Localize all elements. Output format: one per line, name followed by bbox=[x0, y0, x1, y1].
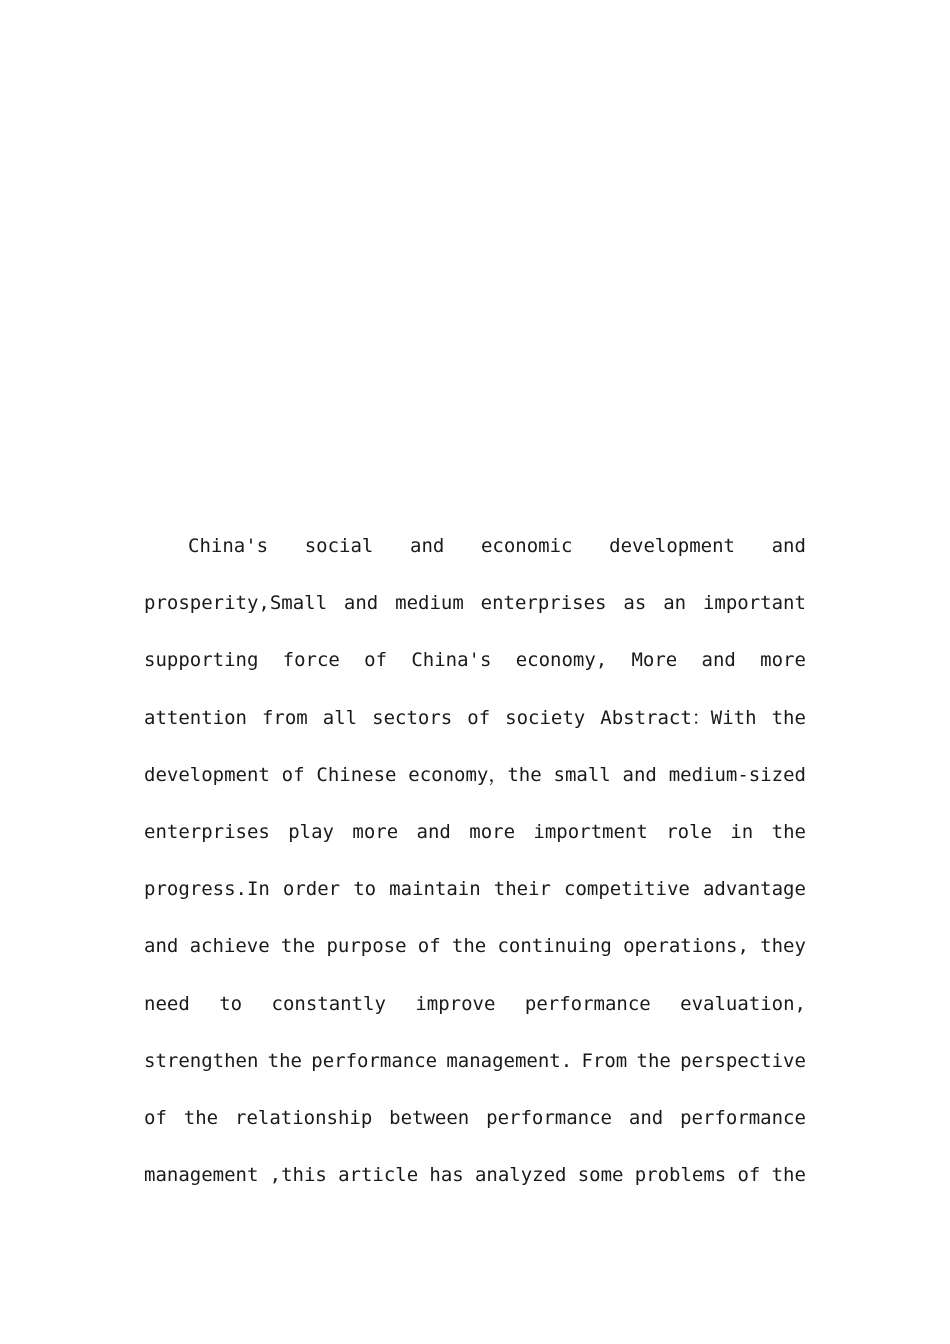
word: of bbox=[281, 763, 305, 786]
word: medium bbox=[395, 592, 464, 615]
word: some bbox=[577, 1164, 624, 1187]
word: enterprises bbox=[144, 820, 270, 843]
word: China's bbox=[188, 535, 269, 557]
abstract-paragraph bbox=[144, 518, 806, 1204]
paragraph-line bbox=[144, 804, 806, 861]
word: evaluation, bbox=[680, 992, 806, 1015]
word: the bbox=[183, 1106, 219, 1129]
word: achieve bbox=[189, 935, 270, 958]
word: the bbox=[771, 706, 806, 729]
word: management. bbox=[446, 1049, 573, 1072]
paragraph-line bbox=[144, 747, 806, 804]
word: management bbox=[144, 1164, 259, 1187]
word: their bbox=[493, 878, 551, 901]
word: Abstract：With bbox=[600, 706, 757, 729]
word: supporting bbox=[144, 649, 259, 672]
word: and bbox=[771, 535, 806, 557]
word: they bbox=[760, 935, 806, 958]
paragraph-line bbox=[144, 575, 806, 632]
word: important bbox=[702, 592, 806, 615]
word: economic bbox=[480, 535, 573, 557]
word: has bbox=[429, 1164, 464, 1187]
word: importment bbox=[533, 820, 648, 843]
paragraph-line bbox=[144, 918, 806, 975]
word: the bbox=[280, 935, 316, 958]
word: and bbox=[410, 535, 445, 557]
word: more bbox=[760, 649, 806, 672]
word: and bbox=[343, 592, 379, 615]
word: strengthen bbox=[144, 1049, 259, 1072]
paragraph-line bbox=[144, 861, 806, 918]
word: More bbox=[631, 649, 678, 672]
word: all bbox=[322, 706, 358, 729]
word: to bbox=[353, 878, 377, 901]
word: performance bbox=[524, 992, 651, 1015]
word: prosperity,Small bbox=[144, 592, 328, 615]
word: problems bbox=[634, 1164, 727, 1187]
word: progress.In bbox=[144, 878, 270, 901]
word: of bbox=[144, 1106, 167, 1129]
word: of bbox=[364, 649, 388, 672]
word: advantage bbox=[702, 878, 806, 901]
paragraph-line bbox=[144, 632, 806, 689]
word: the bbox=[771, 820, 806, 843]
word: small bbox=[553, 763, 611, 786]
word: development bbox=[609, 535, 735, 557]
word: article bbox=[338, 1164, 419, 1187]
word: China's bbox=[411, 649, 492, 672]
word: from bbox=[261, 706, 308, 729]
word: economy，the bbox=[408, 763, 542, 786]
word: between bbox=[389, 1106, 470, 1129]
word: performance bbox=[680, 1106, 806, 1129]
word: From bbox=[581, 1049, 628, 1072]
word: an bbox=[663, 592, 687, 615]
word: the bbox=[636, 1049, 671, 1072]
word: social bbox=[304, 535, 374, 557]
word: role bbox=[666, 820, 712, 843]
word: sectors bbox=[372, 706, 453, 729]
word: analyzed bbox=[474, 1164, 567, 1187]
word: ,this bbox=[269, 1164, 327, 1187]
word: and bbox=[628, 1106, 664, 1129]
word: relationship bbox=[235, 1106, 373, 1129]
paragraph-line bbox=[144, 976, 806, 1033]
word: the bbox=[451, 935, 487, 958]
paragraph-line bbox=[144, 1090, 806, 1147]
word: performance bbox=[486, 1106, 612, 1129]
word: of bbox=[417, 935, 441, 958]
word: operations, bbox=[623, 935, 749, 958]
word: enterprises bbox=[480, 592, 607, 615]
word: in bbox=[730, 820, 754, 843]
word: as bbox=[623, 592, 647, 615]
word: and bbox=[144, 935, 179, 958]
word: economy, bbox=[515, 649, 608, 672]
word: society bbox=[505, 706, 586, 729]
word: perspective bbox=[680, 1049, 806, 1072]
word: to bbox=[219, 992, 243, 1015]
paragraph-line bbox=[144, 518, 806, 575]
paragraph-line bbox=[144, 690, 806, 747]
word: of bbox=[737, 1164, 761, 1187]
word: of bbox=[467, 706, 491, 729]
word: medium-sized bbox=[668, 763, 806, 786]
word: the bbox=[267, 1049, 302, 1072]
word: competitive bbox=[564, 878, 690, 901]
word: attention bbox=[144, 706, 247, 729]
word: more bbox=[469, 820, 516, 843]
word: improve bbox=[415, 992, 496, 1015]
word: more bbox=[352, 820, 399, 843]
word: need bbox=[144, 992, 190, 1015]
word: purpose bbox=[326, 935, 407, 958]
word: continuing bbox=[497, 935, 612, 958]
word: force bbox=[282, 649, 340, 672]
word: the bbox=[771, 1164, 806, 1187]
word: development bbox=[144, 763, 270, 786]
word: play bbox=[288, 820, 334, 843]
word: and bbox=[416, 820, 451, 843]
word: and bbox=[622, 763, 657, 786]
word: constantly bbox=[271, 992, 386, 1015]
paragraph-line bbox=[144, 1033, 806, 1090]
word: order bbox=[282, 878, 341, 901]
word: maintain bbox=[389, 878, 481, 901]
word: and bbox=[701, 649, 736, 672]
paragraph-line bbox=[144, 1147, 806, 1204]
word: Chinese bbox=[316, 763, 397, 786]
word: performance bbox=[311, 1049, 438, 1072]
